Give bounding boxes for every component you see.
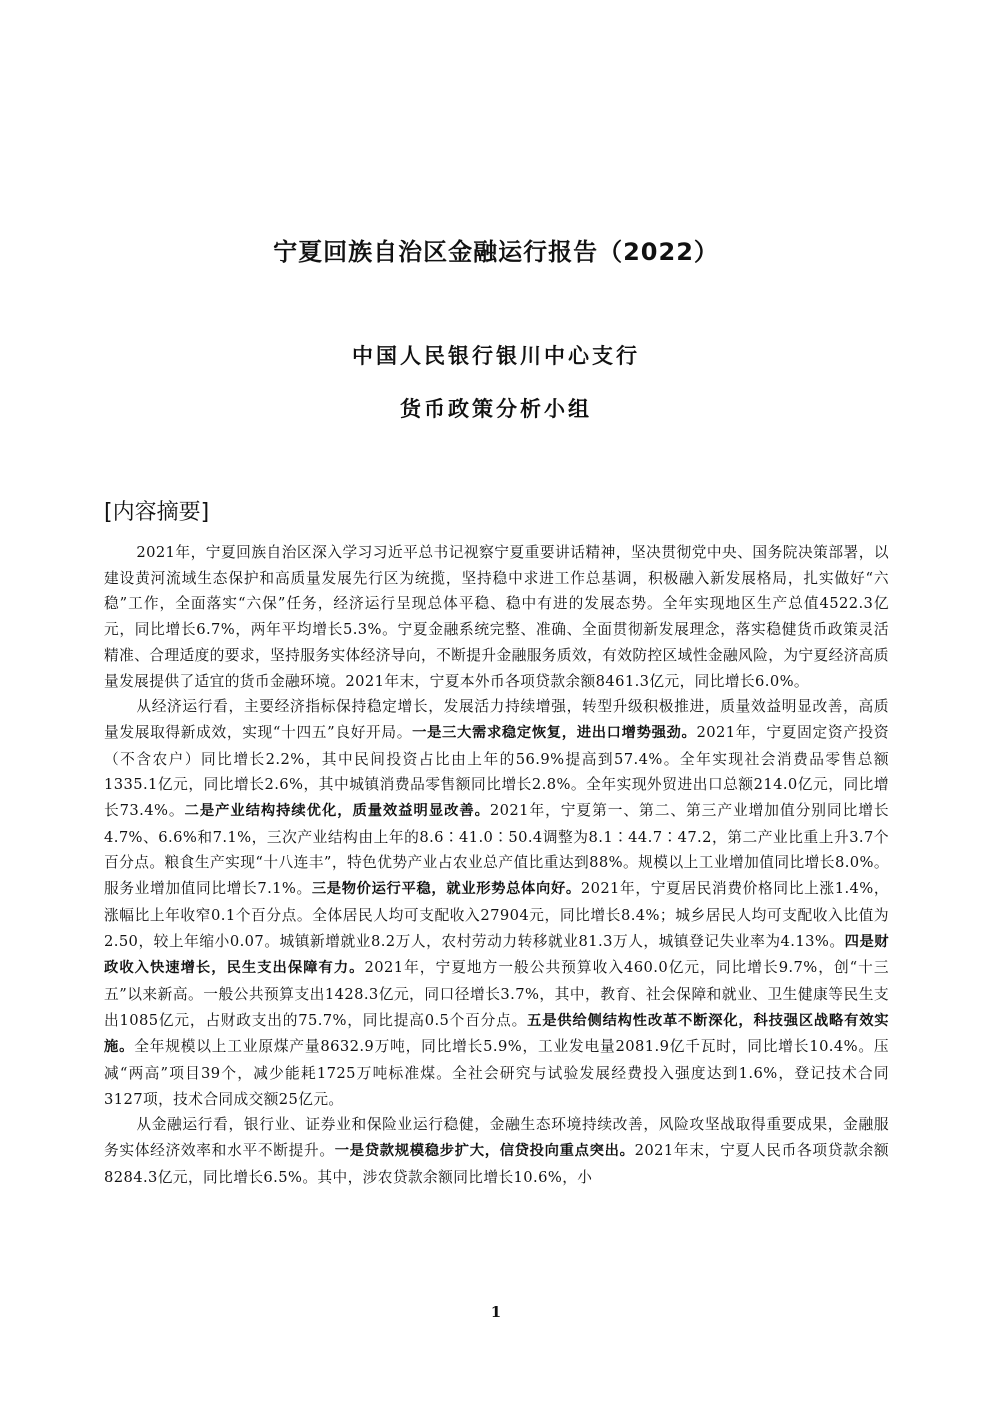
paragraph-text: 2021年末，宁夏人民币各项贷款余额8284.3亿元，同比增长6.5%。其中，涉农贷款余额同比增长10.6%，小 (104, 1142, 889, 1186)
paragraph-text: 2021年，宁夏地方一般公共预算收入460.0亿元，同比增长9.7%，创“十三五”以来新高。一般公共预算支出1428.3亿元，同口径增长3.7%，其中，教育、社会保障和就业、卫生健康等民生支出1085亿元，占财政支出的75.7%，同比提高0.5个百分点。 (104, 959, 889, 1029)
report-title: 宁夏回族自治区金融运行报告（2022） (273, 238, 719, 266)
bold-key-point: 一是贷款规模稳步扩大，信贷投向重点突出。 (334, 1143, 635, 1160)
bold-key-point: 五是供给侧结构性改革不断深化，科技强区战略有效实施。 (104, 1012, 889, 1056)
bold-key-point: 一是三大需求稳定恢复，进出口增势强劲。 (412, 724, 697, 741)
bold-key-point: 四是财政收入快速增长，民生支出保障有力。 (104, 933, 889, 977)
author-group: 货币政策分析小组 (400, 396, 592, 421)
bold-key-point: 三是物价运行平稳，就业形势总体向好。 (311, 881, 581, 898)
paragraph-text: 全年规模以上工业原煤产量8632.9万吨，同比增长5.9%，工业发电量2081.9亿千瓦时，同比增长10.4%。压减“两高”项目39个，减少能耗1725万吨标准煤。全社会研究与试验发展经费投入强度达到1.6%，登记技术合同3127项，技术合同成交额25亿元。 (104, 1038, 889, 1108)
body-paragraph (104, 694, 889, 1112)
section-heading-abstract: [内容摘要] (104, 500, 210, 525)
paragraph-text: 2021年，宁夏居民消费价格同比上涨1.4%，涨幅比上年收窄0.1个百分点。全体居民人均可支配收入27904元，同比增长8.4%；城乡居民人均可支配收入比值为2.50，较上年缩小0.07。城镇新增就业8.2万人，农村劳动力转移就业81.3万人，城镇登记失业率为4.13%。 (104, 880, 889, 950)
body-paragraph (104, 1112, 889, 1190)
paragraph-text: 2021年，宁夏固定资产投资（不含农户）同比增长2.2%，其中民间投资占比由上年的56.9%提高到57.4%。全年实现社会消费品零售总额1335.1亿元，同比增长2.6%，其中城镇消费品零售额同比增长2.8%。全年实现外贸进出口总额214.0亿元，同比增长73.4%。 (104, 723, 890, 820)
paragraph-text: 2021年，宁夏第一、第二、第三产业增加值分别同比增长4.7%、6.6%和7.1%，三次产业结构由上年的8.6∶41.0∶50.4调整为8.1∶44.7∶47.2，第二产业比重上升3.7个百分点。粮食生产实现“十八连丰”，特色优势产业占农业总产值比重达到88%。规模以上工业增加值同比增长8.0%。服务业增加值同比增长7.1%。 (104, 802, 889, 898)
abstract-body (104, 540, 889, 1191)
author-organization: 中国人民银行银川中心支行 (352, 343, 640, 368)
paragraph-text: 从金融运行看，银行业、证券业和保险业运行稳健，金融生态环境持续改善，风险攻坚战取得重要成果，金融服务实体经济效率和水平不断提升。 (104, 1116, 889, 1160)
body-paragraph (104, 540, 889, 694)
paragraph-text: 2021年，宁夏回族自治区深入学习习近平总书记视察宁夏重要讲话精神，坚决贯彻党中央、国务院决策部署，以建设黄河流域生态保护和高质量发展先行区为统揽，坚持稳中求进工作总基调，积极融入新发展格局，扎实做好“六稳”工作，全面落实“六保”任务，经济运行呈现总体平稳、稳中有进的发展态势。全年实现地区生产总值4522.3亿元，同比增长6.7%，两年平均增长5.3%。宁夏金融系统完整、准确、全面贯彻新发展理念，落实稳健货币政策灵活精准、合理适度的要求，坚持服务实体经济导向，不断提升金融服务质效，有效防控区域性金融风险，为宁夏经济高质量发展提供了适宜的货币金融环境。2021年末，宁夏本外币各项贷款余额8461.3亿元，同比增长6.0%。 (104, 544, 889, 690)
bold-key-point: 二是产业结构持续优化，质量效益明显改善。 (184, 803, 490, 820)
paragraph-text: 从经济运行看，主要经济指标保持稳定增长，发展活力持续增强，转型升级积极推进，质量效益明显改善，高质量发展取得新成效，实现“十四五”良好开局。 (104, 698, 889, 741)
page-number: 1 (490, 1303, 502, 1321)
